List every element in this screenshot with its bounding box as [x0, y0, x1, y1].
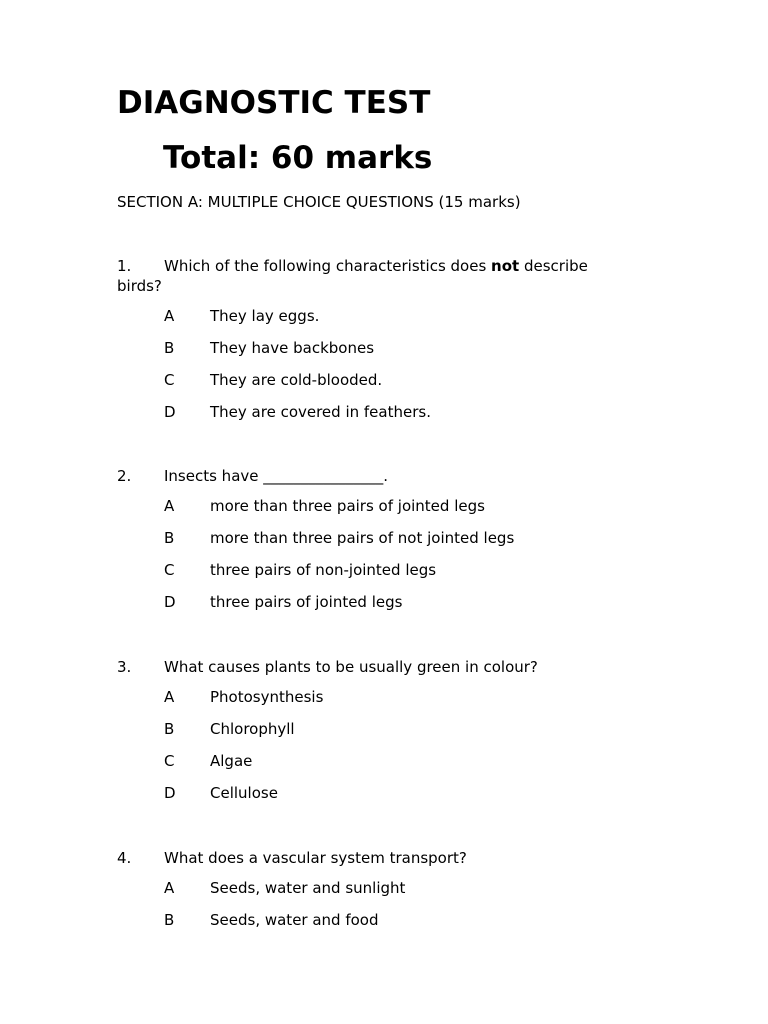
option-text: more than three pairs of jointed legs — [210, 497, 485, 515]
option-text: more than three pairs of not jointed legs — [210, 529, 515, 547]
option-d[interactable] — [117, 402, 617, 422]
question-text-emphasis: not — [491, 257, 520, 275]
option-letter: A — [164, 879, 175, 897]
option-letter: B — [164, 339, 175, 357]
question-text — [164, 256, 588, 276]
question-2-line — [117, 466, 617, 486]
question-text: Insects have ________________. — [164, 467, 389, 485]
section-heading: SECTION A: MULTIPLE CHOICE QUESTIONS (15 marks) — [117, 193, 521, 211]
option-letter: D — [164, 593, 176, 611]
question-text-part: describe — [519, 257, 588, 275]
question-text: What causes plants to be usually green in colour? — [164, 658, 538, 676]
question-number: 1. — [117, 257, 132, 275]
option-text: three pairs of jointed legs — [210, 593, 403, 611]
option-c[interactable] — [117, 751, 617, 771]
document-title: DIAGNOSTIC TEST — [117, 85, 431, 121]
question-number: 2. — [117, 467, 132, 485]
option-text: Cellulose — [210, 784, 278, 802]
option-b[interactable] — [117, 910, 617, 930]
option-letter: C — [164, 371, 175, 389]
option-letter: A — [164, 497, 175, 515]
option-text: They are cold-blooded. — [210, 371, 383, 389]
option-letter: C — [164, 752, 175, 770]
question-number: 4. — [117, 849, 132, 867]
option-letter: D — [164, 403, 176, 421]
option-text: Seeds, water and sunlight — [210, 879, 406, 897]
question-1-line — [117, 256, 617, 276]
option-text: They lay eggs. — [210, 307, 320, 325]
option-letter: B — [164, 529, 175, 547]
option-a[interactable] — [117, 878, 617, 898]
question-3 — [117, 657, 617, 803]
total-marks: Total: 60 marks — [163, 140, 433, 176]
question-4 — [117, 848, 617, 930]
question-number: 3. — [117, 658, 132, 676]
option-letter: A — [164, 688, 175, 706]
option-d[interactable] — [117, 592, 617, 612]
option-text: They have backbones — [210, 339, 375, 357]
option-c[interactable] — [117, 560, 617, 580]
option-d[interactable] — [117, 783, 617, 803]
question-1 — [117, 256, 617, 422]
question-text-part: Which of the following characteristics does — [164, 257, 492, 275]
question-text: What does a vascular system transport? — [164, 849, 467, 867]
option-a[interactable] — [117, 496, 617, 516]
option-letter: A — [164, 307, 175, 325]
option-c[interactable] — [117, 370, 617, 390]
option-text: Algae — [210, 752, 253, 770]
question-3-line — [117, 657, 617, 677]
question-4-line — [117, 848, 617, 868]
question-2 — [117, 466, 617, 612]
option-a[interactable] — [117, 306, 617, 326]
option-text: Chlorophyll — [210, 720, 295, 738]
option-a[interactable] — [117, 687, 617, 707]
option-letter: B — [164, 720, 175, 738]
option-b[interactable] — [117, 719, 617, 739]
option-text: three pairs of non-jointed legs — [210, 561, 437, 579]
option-letter: D — [164, 784, 176, 802]
option-b[interactable] — [117, 528, 617, 548]
option-letter: C — [164, 561, 175, 579]
option-text: Photosynthesis — [210, 688, 324, 706]
option-b[interactable] — [117, 338, 617, 358]
option-letter: B — [164, 911, 175, 929]
question-text-continuation: birds? — [117, 277, 162, 295]
option-text: Seeds, water and food — [210, 911, 379, 929]
option-text: They are covered in feathers. — [210, 403, 431, 421]
